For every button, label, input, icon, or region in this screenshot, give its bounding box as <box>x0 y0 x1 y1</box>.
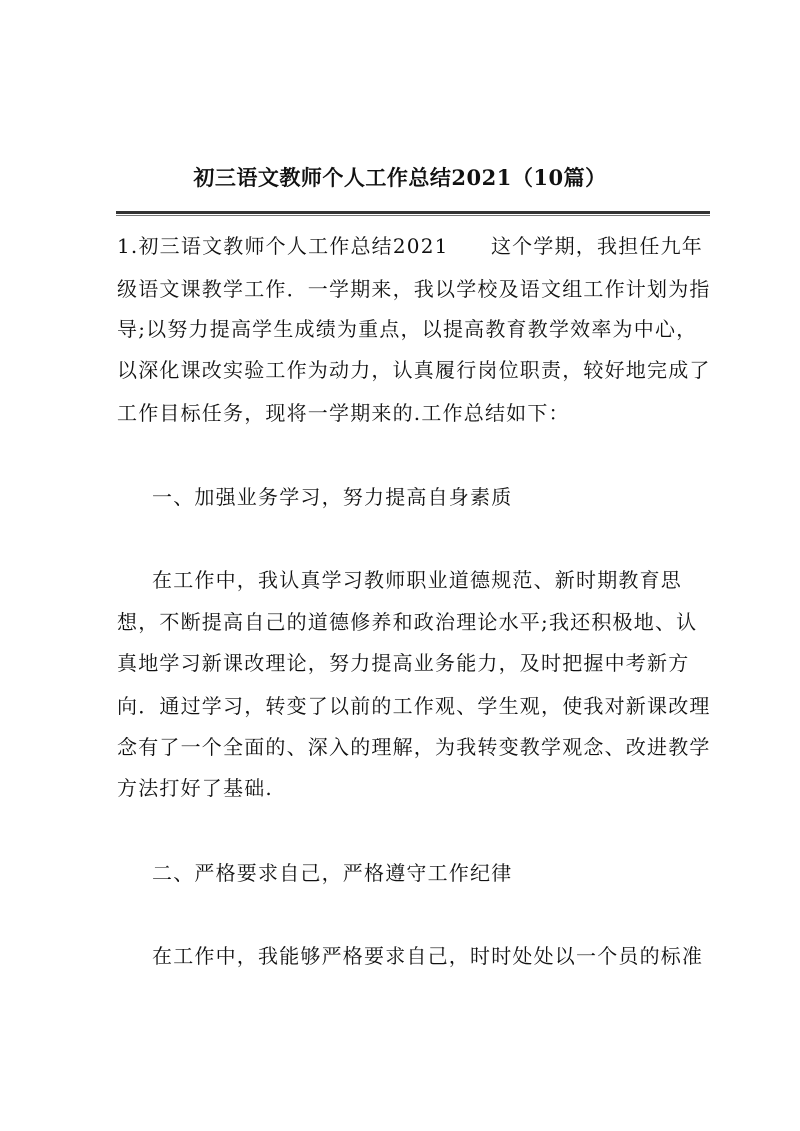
title-divider <box>116 211 710 216</box>
paragraph-line: 向．通过学习，转变了以前的工作观、学生观，使我对新课改理 <box>117 694 711 718</box>
paragraph-line: 念有了一个全面的、深入的理解，为我转变教学观念、改进教学 <box>117 735 711 759</box>
paragraph-line: 1.初三语文教师个人工作总结2021 这个学期，我担任九年 <box>117 234 703 258</box>
paragraph-line: 导;以努力提高学生成绩为重点，以提高教育教学效率为中心， <box>117 317 698 341</box>
paragraph-line: 级语文课教学工作．一学期来，我以学校及语文组工作计划为指 <box>117 277 711 301</box>
paragraph-line: 方法打好了基础. <box>117 776 273 800</box>
paragraph-line: 在工作中，我能够严格要求自己，时时处处以一个员的标准 <box>152 944 704 968</box>
paragraph-line: 工作目标任务，现将一学期来的.工作总结如下： <box>117 401 570 425</box>
document-title: 初三语文教师个人工作总结2021（10篇） <box>193 165 607 190</box>
section-heading: 二、严格要求自己，严格遵守工作纪律 <box>152 861 513 885</box>
paragraph-line: 真地学习新课改理论，努力提高业务能力，及时把握中考新方 <box>117 651 690 675</box>
paragraph-line: 以深化课改实验工作为动力，认真履行岗位职责，较好地完成了 <box>117 358 711 382</box>
paragraph-line: 想，不断提高自己的道德修养和政治理论水平;我还积极地、认 <box>117 610 698 634</box>
paragraph-line: 在工作中，我认真学习教师职业道德规范、新时期教育思 <box>152 568 682 592</box>
section-heading: 一、加强业务学习，努力提高自身素质 <box>152 485 513 509</box>
